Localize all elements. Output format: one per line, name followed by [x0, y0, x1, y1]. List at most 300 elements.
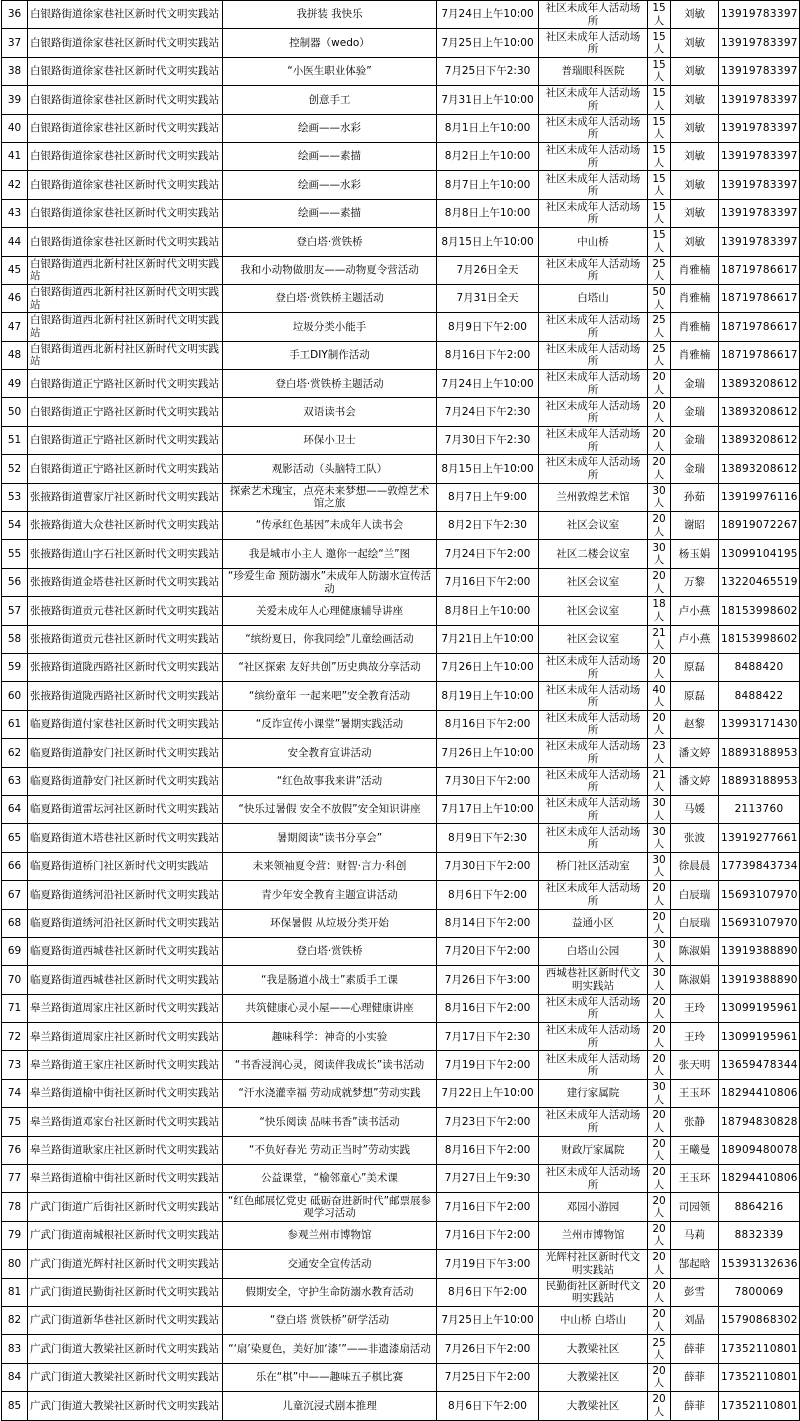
participant-count: 20人 — [648, 455, 671, 483]
row-number: 80 — [2, 1250, 28, 1278]
contact-phone: 18719786617 — [719, 284, 800, 312]
activity-name: “缤纷童年 一起来吧”安全教育活动 — [223, 682, 437, 710]
contact-phone: 8832339 — [719, 1221, 800, 1249]
contact-phone: 18153998602 — [719, 597, 800, 625]
activity-place: 社区未成年人活动场所 — [539, 1108, 648, 1136]
participant-count: 15人 — [648, 228, 671, 256]
contact-person: 司园领 — [671, 1193, 719, 1221]
contact-person: 王玲 — [671, 1023, 719, 1051]
activity-place: 社区会议室 — [539, 597, 648, 625]
activity-name: 我是城市小主人 邀你一起绘“兰”图 — [223, 540, 437, 568]
contact-person: 陈淑娟 — [671, 937, 719, 965]
activity-time: 7月21日上午10:00 — [437, 625, 539, 653]
contact-person: 金瑞 — [671, 398, 719, 426]
activity-time: 8月6日下午2:00 — [437, 1278, 539, 1306]
activity-time: 7月24日上午10:00 — [437, 370, 539, 398]
row-number: 50 — [2, 398, 28, 426]
contact-phone: 18893188953 — [719, 767, 800, 795]
participant-count: 15人 — [648, 1, 671, 29]
participant-count: 25人 — [648, 341, 671, 369]
participant-count: 20人 — [648, 1023, 671, 1051]
contact-phone: 18919072267 — [719, 512, 800, 540]
table-row — [2, 994, 800, 1022]
practice-station: 广武门街道南城根社区新时代文明实践站 — [28, 1221, 223, 1249]
activity-place: 社区会议室 — [539, 625, 648, 653]
activity-place: 社区未成年人活动场所 — [539, 313, 648, 341]
row-number: 64 — [2, 795, 28, 823]
activity-place: 社区未成年人活动场所 — [539, 455, 648, 483]
row-number: 56 — [2, 568, 28, 596]
table-row — [2, 1335, 800, 1363]
activity-name: “社区探索 友好共创”历史典故分享活动 — [223, 653, 437, 681]
activity-time: 7月17日下午2:30 — [437, 1023, 539, 1051]
contact-phone: 8488422 — [719, 682, 800, 710]
activity-place: 社区未成年人活动场所 — [539, 767, 648, 795]
contact-phone: 8488420 — [719, 653, 800, 681]
participant-count: 23人 — [648, 739, 671, 767]
activity-time: 7月19日下午2:00 — [437, 1051, 539, 1079]
row-number: 60 — [2, 682, 28, 710]
activity-place: 大教梁社区 — [539, 1363, 648, 1391]
activity-place: 社区未成年人活动场所 — [539, 341, 648, 369]
table-row — [2, 1392, 800, 1420]
practice-station: 皋兰路街道邓家台社区新时代文明实践站 — [28, 1108, 223, 1136]
practice-station: 临夏路街道西城巷社区新时代文明实践站 — [28, 937, 223, 965]
table-row — [2, 1108, 800, 1136]
activity-name: “不负好春光 劳动正当时”劳动实践 — [223, 1136, 437, 1164]
activity-time: 7月16日下午2:00 — [437, 1221, 539, 1249]
table-row — [2, 937, 800, 965]
activity-name: 青少年安全教育主题宣讲活动 — [223, 881, 437, 909]
contact-person: 赵黎 — [671, 710, 719, 738]
activity-place: 社区未成年人活动场所 — [539, 710, 648, 738]
row-number: 38 — [2, 57, 28, 85]
contact-person: 杨玉娟 — [671, 540, 719, 568]
activity-place: 桥门社区活动室 — [539, 852, 648, 880]
participant-count: 20人 — [648, 881, 671, 909]
contact-person: 谢昭 — [671, 512, 719, 540]
activity-time: 8月6日下午2:00 — [437, 881, 539, 909]
activity-time: 8月9日下午2:30 — [437, 824, 539, 852]
table-row — [2, 1221, 800, 1249]
practice-station: 皋兰路街道王家庄社区新时代文明实践站 — [28, 1051, 223, 1079]
participant-count: 15人 — [648, 86, 671, 114]
activity-time: 8月15日上午10:00 — [437, 228, 539, 256]
activity-place: 白塔山公园 — [539, 937, 648, 965]
practice-station: 张掖路街道金塔巷社区新时代文明实践站 — [28, 568, 223, 596]
participant-count: 50人 — [648, 284, 671, 312]
activity-name: 探索艺术瑰宝，点亮未来梦想——敦煌艺术馆之旅 — [223, 483, 437, 511]
participant-count: 20人 — [648, 1193, 671, 1221]
practice-station: 皋兰路街道榆中街社区新时代文明实践站 — [28, 1165, 223, 1193]
row-number: 76 — [2, 1136, 28, 1164]
row-number: 44 — [2, 228, 28, 256]
contact-person: 卢小燕 — [671, 597, 719, 625]
contact-person: 万黎 — [671, 568, 719, 596]
practice-station: 白银路街道徐家巷社区新时代文明实践站 — [28, 171, 223, 199]
table-row — [2, 653, 800, 681]
participant-count: 20人 — [648, 1392, 671, 1420]
practice-station: 皋兰路街道周家庄社区新时代文明实践站 — [28, 994, 223, 1022]
practice-station: 皋兰路街道周家庄社区新时代文明实践站 — [28, 1023, 223, 1051]
row-number: 75 — [2, 1108, 28, 1136]
activity-time: 8月7日上午9:00 — [437, 483, 539, 511]
participant-count: 15人 — [648, 142, 671, 170]
activity-time: 7月26日下午3:00 — [437, 966, 539, 994]
activity-time: 7月24日下午2:30 — [437, 398, 539, 426]
contact-person: 刘敏 — [671, 29, 719, 57]
contact-phone: 13919783397 — [719, 57, 800, 85]
table-row — [2, 483, 800, 511]
table-row — [2, 57, 800, 85]
activity-place: 中山桥 白塔山 — [539, 1306, 648, 1334]
table-row — [2, 1165, 800, 1193]
activity-place: 社区未成年人活动场所 — [539, 1023, 648, 1051]
contact-person: 张天明 — [671, 1051, 719, 1079]
row-number: 37 — [2, 29, 28, 57]
contact-person: 肖雅楠 — [671, 313, 719, 341]
table-row — [2, 171, 800, 199]
activity-place: 西城巷社区新时代文明实践站 — [539, 966, 648, 994]
practice-station: 广武门街道民勤街社区新时代文明实践站 — [28, 1278, 223, 1306]
activity-name: 创意手工 — [223, 86, 437, 114]
contact-phone: 15693107970 — [719, 881, 800, 909]
practice-station: 临夏路街道雷坛河社区新时代文明实践站 — [28, 795, 223, 823]
contact-phone: 13993171430 — [719, 710, 800, 738]
activity-time: 7月25日上午10:00 — [437, 29, 539, 57]
activity-name: 趣味科学：神奇的小实验 — [223, 1023, 437, 1051]
row-number: 77 — [2, 1165, 28, 1193]
contact-phone: 13893208612 — [719, 370, 800, 398]
activity-place: 社区未成年人活动场所 — [539, 171, 648, 199]
activity-name: “红色故事我来讲”活动 — [223, 767, 437, 795]
activity-name: 垃圾分类小能手 — [223, 313, 437, 341]
activity-place: 社区未成年人活动场所 — [539, 1051, 648, 1079]
row-number: 81 — [2, 1278, 28, 1306]
activity-place: 社区未成年人活动场所 — [539, 795, 648, 823]
activity-name: 儿童沉浸式剧本推理 — [223, 1392, 437, 1420]
activity-place: 社区未成年人活动场所 — [539, 682, 648, 710]
row-number: 47 — [2, 313, 28, 341]
contact-phone: 13893208612 — [719, 455, 800, 483]
practice-station: 广武门街道大教梁社区新时代文明实践站 — [28, 1392, 223, 1420]
activity-time: 8月6日下午2:00 — [437, 1392, 539, 1420]
contact-person: 卢小燕 — [671, 625, 719, 653]
activity-time: 8月8日上午10:00 — [437, 597, 539, 625]
activity-place: 社区未成年人活动场所 — [539, 142, 648, 170]
contact-phone: 18294410806 — [719, 1079, 800, 1107]
contact-phone: 13659478344 — [719, 1051, 800, 1079]
activity-place: 兰州敦煌艺术馆 — [539, 483, 648, 511]
contact-phone: 7800069 — [719, 1278, 800, 1306]
contact-phone: 15790868302 — [719, 1306, 800, 1334]
activity-time: 7月25日下午2:30 — [437, 57, 539, 85]
activity-place: 社区未成年人活动场所 — [539, 426, 648, 454]
row-number: 68 — [2, 909, 28, 937]
participant-count: 20人 — [648, 1136, 671, 1164]
participant-count: 20人 — [648, 909, 671, 937]
participant-count: 18人 — [648, 597, 671, 625]
practice-station: 张掖路街道山字石社区新时代文明实践站 — [28, 540, 223, 568]
participant-count: 21人 — [648, 767, 671, 795]
activity-name: 共筑健康心灵小屋——心理健康讲座 — [223, 994, 437, 1022]
activity-time: 7月24日上午10:00 — [437, 1, 539, 29]
activity-place: 兰州市博物馆 — [539, 1221, 648, 1249]
row-number: 74 — [2, 1079, 28, 1107]
participant-count: 20人 — [648, 568, 671, 596]
activity-time: 7月26日下午2:00 — [437, 1335, 539, 1363]
activity-time: 8月8日上午10:00 — [437, 199, 539, 227]
participant-count: 20人 — [648, 512, 671, 540]
table-row — [2, 881, 800, 909]
row-number: 70 — [2, 966, 28, 994]
participant-count: 15人 — [648, 29, 671, 57]
participant-count: 20人 — [648, 1250, 671, 1278]
contact-phone: 18719786617 — [719, 341, 800, 369]
participant-count: 20人 — [648, 653, 671, 681]
contact-phone: 13919783397 — [719, 228, 800, 256]
practice-station: 皋兰路街道榆中街社区新时代文明实践站 — [28, 1079, 223, 1107]
practice-station: 广武门街道大教梁社区新时代文明实践站 — [28, 1335, 223, 1363]
table-row — [2, 739, 800, 767]
contact-person: 马媛 — [671, 795, 719, 823]
activity-place: 社区未成年人活动场所 — [539, 398, 648, 426]
table-row — [2, 228, 800, 256]
activity-place: 社区未成年人活动场所 — [539, 653, 648, 681]
contact-person: 彭雪 — [671, 1278, 719, 1306]
participant-count: 30人 — [648, 1079, 671, 1107]
table-row — [2, 966, 800, 994]
table-row — [2, 1363, 800, 1391]
contact-person: 刘敏 — [671, 142, 719, 170]
contact-person: 刘敏 — [671, 1, 719, 29]
table-row — [2, 426, 800, 454]
row-number: 69 — [2, 937, 28, 965]
participant-count: 20人 — [648, 1165, 671, 1193]
activity-name: “汗水浇灌幸福 劳动成就梦想”劳动实践 — [223, 1079, 437, 1107]
contact-person: 白辰瑞 — [671, 881, 719, 909]
activity-place: 普瑞眼科医院 — [539, 57, 648, 85]
row-number: 40 — [2, 114, 28, 142]
row-number: 78 — [2, 1193, 28, 1221]
activity-name: “‘扇’染夏色，美好加‘漆’”——非遗漆扇活动 — [223, 1335, 437, 1363]
activity-place: 社区未成年人活动场所 — [539, 881, 648, 909]
contact-phone: 18719786617 — [719, 313, 800, 341]
activity-name: 控制器（wedo） — [223, 29, 437, 57]
contact-person: 刘晶 — [671, 1306, 719, 1334]
activity-time: 7月26日上午10:00 — [437, 653, 539, 681]
participant-count: 25人 — [648, 313, 671, 341]
activity-name: 绘画——素描 — [223, 199, 437, 227]
contact-phone: 13919783397 — [719, 1, 800, 29]
practice-station: 白银路街道徐家巷社区新时代文明实践站 — [28, 86, 223, 114]
row-number: 46 — [2, 284, 28, 312]
activity-name: “珍爱生命 预防溺水”未成年人防溺水宣传活动 — [223, 568, 437, 596]
contact-person: 马莉 — [671, 1221, 719, 1249]
activity-time: 8月2日下午2:30 — [437, 512, 539, 540]
activity-place: 社区未成年人活动场所 — [539, 1165, 648, 1193]
contact-phone: 13919783397 — [719, 142, 800, 170]
table-row — [2, 1278, 800, 1306]
practice-station: 广武门街道大教梁社区新时代文明实践站 — [28, 1363, 223, 1391]
contact-phone: 13919783397 — [719, 114, 800, 142]
contact-person: 徐晨晨 — [671, 852, 719, 880]
contact-phone: 18794830828 — [719, 1108, 800, 1136]
table-row — [2, 114, 800, 142]
activity-name: 绘画——水彩 — [223, 114, 437, 142]
activity-name: 环保小卫士 — [223, 426, 437, 454]
participant-count: 20人 — [648, 1363, 671, 1391]
row-number: 57 — [2, 597, 28, 625]
activity-place: 白塔山 — [539, 284, 648, 312]
activity-place: 社区未成年人活动场所 — [539, 739, 648, 767]
table-row — [2, 1051, 800, 1079]
contact-person: 金瑞 — [671, 426, 719, 454]
table-row — [2, 199, 800, 227]
practice-station: 白银路街道西北新村社区新时代文明实践站 — [28, 256, 223, 284]
contact-phone: 13919277661 — [719, 824, 800, 852]
activity-time: 7月22日上午10:00 — [437, 1079, 539, 1107]
contact-person: 郜起晗 — [671, 1250, 719, 1278]
contact-person: 王曦曼 — [671, 1136, 719, 1164]
activity-place: 光辉村社区新时代文明实践站 — [539, 1250, 648, 1278]
activity-time: 7月24日下午2:00 — [437, 540, 539, 568]
activity-name: 暑期阅读“读书分享会” — [223, 824, 437, 852]
activity-name: 假期安全，守护生命防溺水教育活动 — [223, 1278, 437, 1306]
participant-count: 20人 — [648, 994, 671, 1022]
table-row — [2, 1193, 800, 1221]
activity-place: 益通小区 — [539, 909, 648, 937]
activity-place: 大教梁社区 — [539, 1392, 648, 1420]
practice-station: 临夏路街道静安门社区新时代文明实践站 — [28, 767, 223, 795]
contact-person: 刘敏 — [671, 86, 719, 114]
row-number: 67 — [2, 881, 28, 909]
table-row — [2, 1306, 800, 1334]
activity-place: 社区未成年人活动场所 — [539, 199, 648, 227]
activity-name: 环保暑假 从垃圾分类开始 — [223, 909, 437, 937]
table-row — [2, 625, 800, 653]
table-body — [2, 1, 800, 1421]
activity-time: 7月31日上午10:00 — [437, 86, 539, 114]
table-row — [2, 1136, 800, 1164]
practice-station: 白银路街道徐家巷社区新时代文明实践站 — [28, 57, 223, 85]
participant-count: 30人 — [648, 483, 671, 511]
practice-station: 白银路街道正宁路社区新时代文明实践站 — [28, 426, 223, 454]
row-number: 51 — [2, 426, 28, 454]
practice-station: 张掖路街道曹家厅社区新时代文明实践站 — [28, 483, 223, 511]
activity-time: 7月16日下午2:00 — [437, 568, 539, 596]
activity-time: 7月26日上午10:00 — [437, 739, 539, 767]
participant-count: 20人 — [648, 1051, 671, 1079]
table-row — [2, 341, 800, 369]
practice-station: 张掖路街道贡元巷社区新时代文明实践站 — [28, 625, 223, 653]
contact-person: 刘敏 — [671, 114, 719, 142]
contact-phone: 13220465519 — [719, 568, 800, 596]
contact-person: 潘文婷 — [671, 739, 719, 767]
activity-name: 登白塔·赏铁桥 — [223, 937, 437, 965]
activity-time: 8月15日上午10:00 — [437, 455, 539, 483]
row-number: 82 — [2, 1306, 28, 1334]
participant-count: 20人 — [648, 1108, 671, 1136]
contact-person: 张静 — [671, 1108, 719, 1136]
row-number: 52 — [2, 455, 28, 483]
contact-person: 金瑞 — [671, 455, 719, 483]
row-number: 62 — [2, 739, 28, 767]
activity-time: 8月1日上午10:00 — [437, 114, 539, 142]
practice-station: 临夏路街道木塔巷社区新时代文明实践站 — [28, 824, 223, 852]
row-number: 54 — [2, 512, 28, 540]
contact-person: 陈淑娟 — [671, 966, 719, 994]
activity-table — [1, 0, 800, 1421]
activity-time: 7月23日下午2:00 — [437, 1108, 539, 1136]
contact-person: 刘敏 — [671, 57, 719, 85]
contact-phone: 13919783397 — [719, 171, 800, 199]
row-number: 42 — [2, 171, 28, 199]
practice-station: 张掖路街道大众巷社区新时代文明实践站 — [28, 512, 223, 540]
table-row — [2, 29, 800, 57]
activity-place: 社区未成年人活动场所 — [539, 29, 648, 57]
row-number: 48 — [2, 341, 28, 369]
participant-count: 20人 — [648, 1221, 671, 1249]
activity-place: 民勤街社区新时代文明实践站 — [539, 1278, 648, 1306]
row-number: 73 — [2, 1051, 28, 1079]
activity-time: 8月14日下午2:00 — [437, 909, 539, 937]
practice-station: 白银路街道徐家巷社区新时代文明实践站 — [28, 29, 223, 57]
activity-name: “反诈宣传小课堂”暑期实践活动 — [223, 710, 437, 738]
table-row — [2, 313, 800, 341]
table-row — [2, 767, 800, 795]
table-row — [2, 1, 800, 29]
practice-station: 临夏路街道绣河沿社区新时代文明实践站 — [28, 881, 223, 909]
activity-time: 7月30日下午2:30 — [437, 426, 539, 454]
activity-place: 邓园小游园 — [539, 1193, 648, 1221]
row-number: 61 — [2, 710, 28, 738]
table-row — [2, 597, 800, 625]
contact-person: 肖雅楠 — [671, 341, 719, 369]
row-number: 58 — [2, 625, 28, 653]
table-row — [2, 1079, 800, 1107]
practice-station: 皋兰路街道耿家庄社区新时代文明实践站 — [28, 1136, 223, 1164]
activity-name: 观影活动（头脑特工队） — [223, 455, 437, 483]
table-row — [2, 710, 800, 738]
activity-time: 8月16日下午2:00 — [437, 341, 539, 369]
contact-person: 肖雅楠 — [671, 256, 719, 284]
activity-name: 绘画——素描 — [223, 142, 437, 170]
row-number: 53 — [2, 483, 28, 511]
contact-person: 王玲 — [671, 994, 719, 1022]
practice-station: 白银路街道正宁路社区新时代文明实践站 — [28, 370, 223, 398]
table-row — [2, 1250, 800, 1278]
practice-station: 白银路街道徐家巷社区新时代文明实践站 — [28, 114, 223, 142]
row-number: 79 — [2, 1221, 28, 1249]
activity-time: 7月19日下午3:00 — [437, 1250, 539, 1278]
practice-station: 张掖路街道陇西路社区新时代文明实践站 — [28, 682, 223, 710]
activity-time: 8月16日下午2:00 — [437, 710, 539, 738]
activity-place: 社区未成年人活动场所 — [539, 86, 648, 114]
row-number: 71 — [2, 994, 28, 1022]
contact-phone: 18153998602 — [719, 625, 800, 653]
contact-person: 白辰瑞 — [671, 909, 719, 937]
contact-person: 金瑞 — [671, 370, 719, 398]
contact-person: 王玉环 — [671, 1079, 719, 1107]
row-number: 66 — [2, 852, 28, 880]
participant-count: 30人 — [648, 937, 671, 965]
activity-time: 8月16日下午2:00 — [437, 994, 539, 1022]
practice-station: 白银路街道正宁路社区新时代文明实践站 — [28, 455, 223, 483]
activity-name: 我和小动物做朋友——动物夏令营活动 — [223, 256, 437, 284]
participant-count: 15人 — [648, 57, 671, 85]
activity-name: 手工DIY制作活动 — [223, 341, 437, 369]
